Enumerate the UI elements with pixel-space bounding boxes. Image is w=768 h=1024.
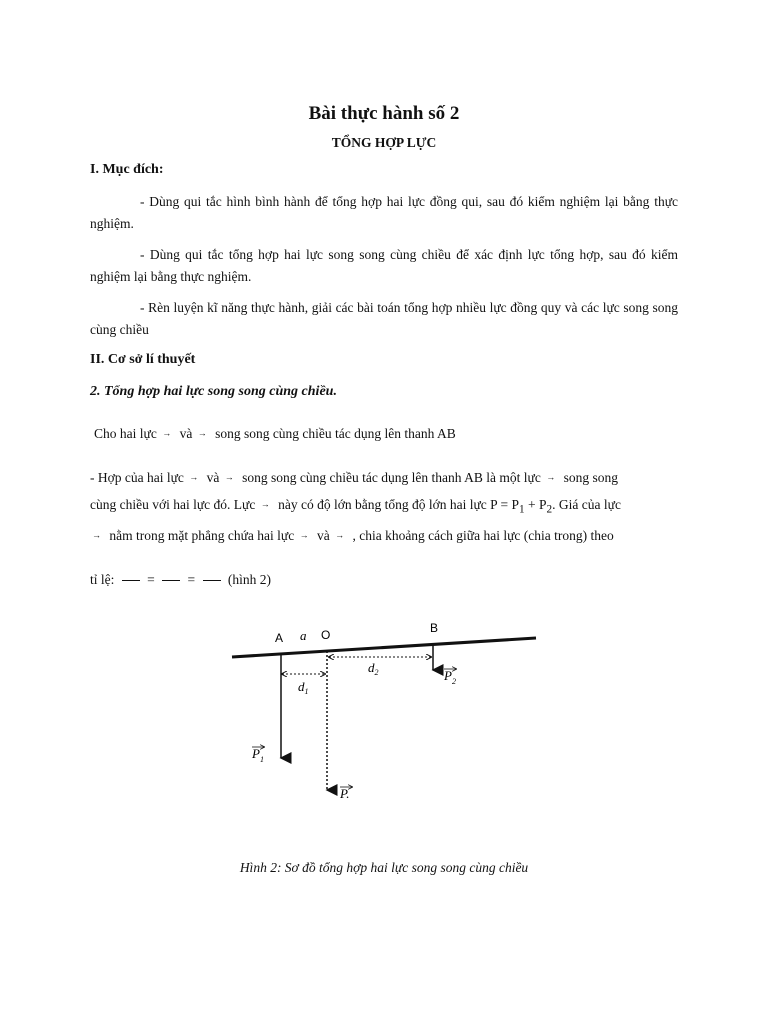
- result-text: và: [316, 528, 330, 543]
- section2-heading: II. Cơ sở lí thuyết: [90, 352, 196, 367]
- label-a-point: A: [275, 631, 284, 645]
- label-a-angle: a: [300, 628, 307, 643]
- label-p: P.: [340, 786, 350, 801]
- subscript: 1: [519, 503, 525, 516]
- equals-sign: =: [147, 572, 155, 587]
- given-text-2: và: [179, 426, 193, 441]
- result-text: song song cùng chiều tác dụng lên thanh AB là một lực: [242, 470, 541, 485]
- result-text: và: [206, 470, 220, 485]
- fraction-bar: [122, 580, 140, 581]
- result-text: song song: [563, 470, 618, 485]
- section1-heading: I. Mục đích:: [90, 162, 164, 177]
- section1-item-1: - Dùng qui tắc hình bình hành để tổng hợp hai lực đồng qui, sau đó kiểm nghiệm lại bằng thực nghiệm.: [90, 194, 678, 231]
- result-line-2: [90, 497, 621, 516]
- page-title: Bài thực hành số 2: [308, 103, 460, 124]
- subscript: 2: [546, 503, 553, 516]
- section1-item-3: - Rèn luyện kĩ năng thực hành, giải các bài toán tổng hợp nhiều lực đồng quy và các lực song song cùng chiều: [90, 300, 678, 337]
- figure-caption: Hình 2: Sơ đồ tổng hợp hai lực song song cùng chiều: [239, 860, 529, 875]
- page-subtitle: TỔNG HỢP LỰC: [331, 135, 437, 150]
- label-o-point: O: [321, 628, 331, 642]
- fraction-bar: [203, 580, 221, 581]
- result-text: (hình 2): [227, 572, 271, 587]
- result-text: + P: [524, 497, 547, 512]
- label-d2: $d_2$: [368, 660, 379, 677]
- given-text-3: song song cùng chiều tác dụng lên thanh AB: [215, 426, 456, 441]
- given-line: [94, 426, 456, 442]
- force-diagram: [220, 610, 550, 810]
- equals-sign: =: [187, 572, 196, 587]
- result-line-3: [90, 528, 614, 544]
- result-text: . Giá của lực: [552, 497, 621, 512]
- result-line-1: [90, 470, 618, 486]
- result-line-4: [90, 572, 271, 588]
- result-text: nằm trong mặt phẳng chứa hai lực: [109, 528, 295, 543]
- fraction-bar: [162, 580, 180, 581]
- label-p2: $P_2$: [444, 668, 456, 686]
- result-text: tỉ lệ:: [90, 572, 115, 587]
- result-text: cùng chiều với hai lực đó. Lực: [90, 497, 256, 512]
- result-text: , chia khoảng cách giữa hai lực (chia trong) theo: [352, 528, 614, 543]
- section2-subheading: 2. Tổng hợp hai lực song song cùng chiều.: [90, 384, 337, 399]
- label-p1: $P_1$: [252, 746, 264, 764]
- given-text-1: Cho hai lực: [94, 426, 157, 441]
- label-d1: $d_1$: [298, 679, 309, 696]
- result-text: này có độ lớn bằng tổng độ lớn hai lực P = P: [278, 497, 520, 512]
- label-b-point: B: [430, 621, 439, 635]
- result-text: - Hợp của hai lực: [90, 470, 184, 485]
- section1-item-2: - Dùng qui tắc tổng hợp hai lực song song cùng chiều để xác định lực tổng hợp, sau đó kiểm nghiệm lại bằng thực nghiệm.: [90, 247, 678, 284]
